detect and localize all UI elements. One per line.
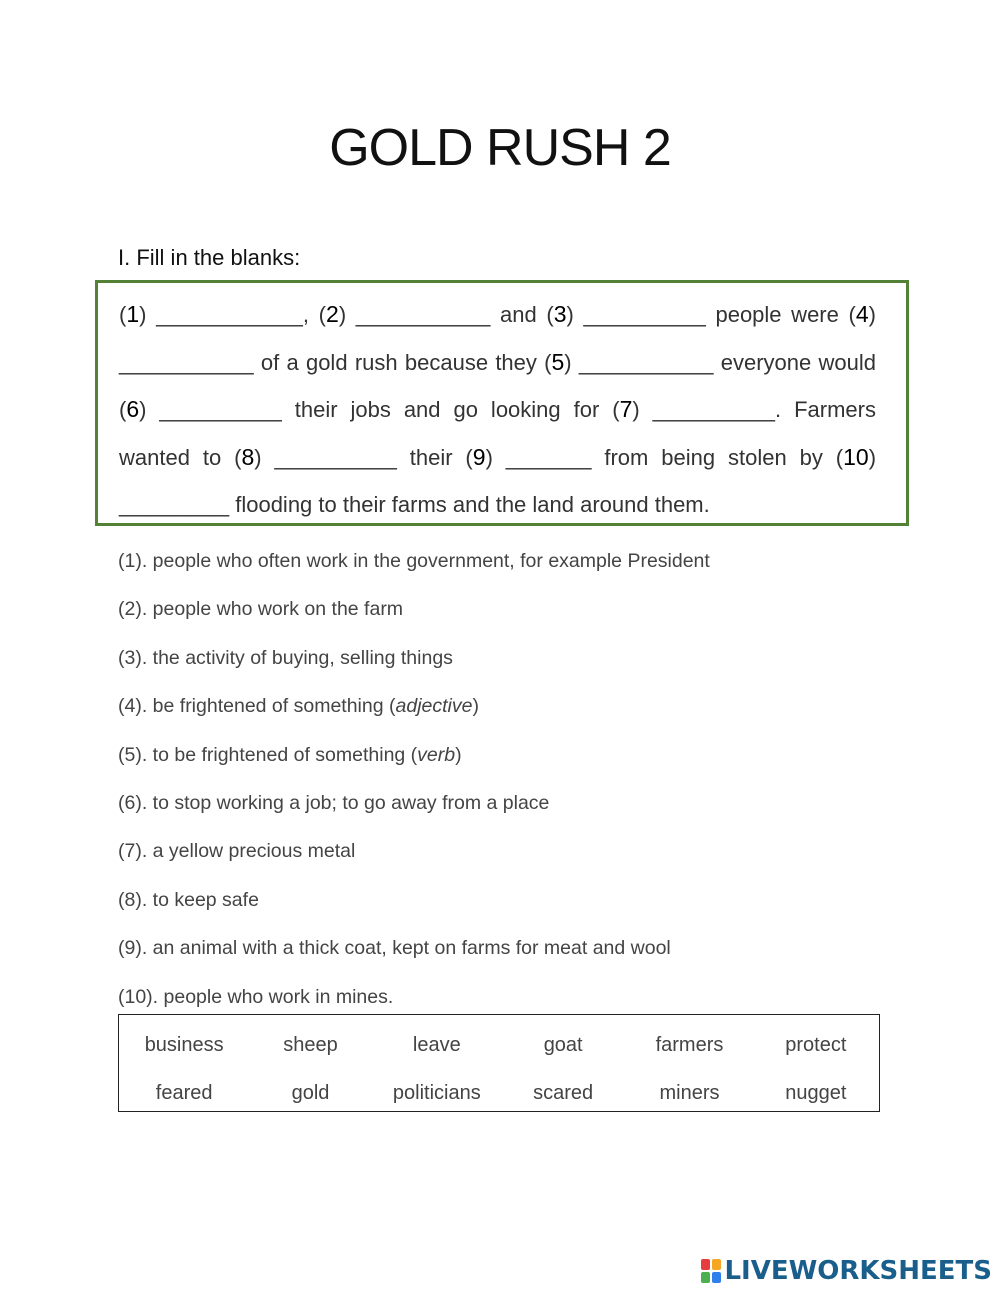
clue-item: (2). people who work on the farm	[118, 598, 404, 621]
blank-number: 5	[551, 348, 565, 375]
liveworksheets-logo-icon	[701, 1259, 721, 1283]
passage-text: ) __________ people were (	[566, 302, 856, 327]
logo-block	[712, 1272, 721, 1283]
passage-text: ) __________ their jobs and go looking for (	[139, 397, 620, 422]
logo-block	[701, 1259, 710, 1270]
clue-item: (6). to stop working a job; to go away from a place	[118, 791, 550, 814]
passage-text: ) _________ flooding to their farms and the land around them.	[119, 444, 877, 517]
blank-number: 3	[553, 301, 567, 327]
passage-text: ) ___________ of a gold rush because they (	[119, 302, 876, 375]
passage-text: ) _______ from being stolen by (	[485, 444, 844, 470]
clue-text: )	[472, 695, 479, 718]
logo-block	[701, 1272, 710, 1283]
logo-text: LIVEWORKSHEETS	[724, 1256, 992, 1286]
page-title: GOLD RUSH 2	[329, 119, 671, 177]
word-bank-item: gold	[291, 1082, 330, 1104]
word-bank-item: protect	[785, 1034, 847, 1056]
blank-number: 2	[326, 301, 339, 327]
clue-item: (7). a yellow precious metal	[118, 840, 356, 863]
logo-block	[712, 1259, 721, 1270]
clue-item: (1). people who often work in the government, for example President	[118, 550, 710, 572]
word-bank-item: farmers	[655, 1034, 724, 1056]
section-heading: I. Fill in the blanks:	[118, 245, 301, 270]
blank-number: 1	[126, 301, 140, 327]
passage-text: ) ___________ and (	[338, 302, 554, 327]
blank-number: 8	[241, 443, 255, 470]
passage-text: ) __________ their (	[254, 444, 473, 470]
clue-text: (4). be frightened of something (	[118, 695, 396, 718]
word-bank-item: nugget	[785, 1082, 847, 1104]
blank-number: 9	[472, 443, 486, 470]
passage-text: (	[119, 302, 127, 327]
word-bank-item: politicians	[392, 1082, 481, 1104]
word-bank-item: scared	[533, 1082, 594, 1104]
clue-item: (3). the activity of buying, selling things	[118, 646, 453, 669]
passage-text: ) __________. Farmers wanted to (	[119, 397, 876, 470]
word-bank	[118, 1014, 880, 1112]
clue-item: (8). to keep safe	[118, 888, 259, 911]
passage-text: ) ____________, (	[139, 302, 327, 327]
clue-item: (10). people who work in mines.	[118, 985, 394, 1008]
fill-in-passage	[95, 280, 909, 526]
word-bank-item: feared	[155, 1082, 213, 1104]
clue-emphasis: adjective	[395, 695, 473, 718]
blank-number: 10	[843, 443, 869, 470]
word-bank-item: business	[144, 1034, 224, 1056]
clue-list	[118, 545, 710, 1029]
clue-item	[118, 739, 710, 787]
word-bank-item: leave	[412, 1034, 461, 1056]
blank-number: 4	[855, 301, 869, 327]
blank-number: 7	[619, 396, 633, 422]
clue-item: (9). an animal with a thick coat, kept on farms for meat and wool	[118, 937, 671, 960]
blank-number: 6	[126, 396, 140, 422]
clue-emphasis: verb	[417, 743, 456, 766]
word-bank-item: sheep	[283, 1034, 338, 1056]
word-bank-item: goat	[543, 1034, 583, 1056]
clue-item	[118, 690, 710, 738]
passage-text: ) ___________ everyone would (	[119, 349, 876, 422]
liveworksheets-logo[interactable]	[701, 1254, 992, 1288]
clue-text: )	[455, 743, 462, 766]
word-bank-item: miners	[659, 1082, 720, 1104]
clue-text: (5). to be frightened of something (	[118, 743, 418, 766]
